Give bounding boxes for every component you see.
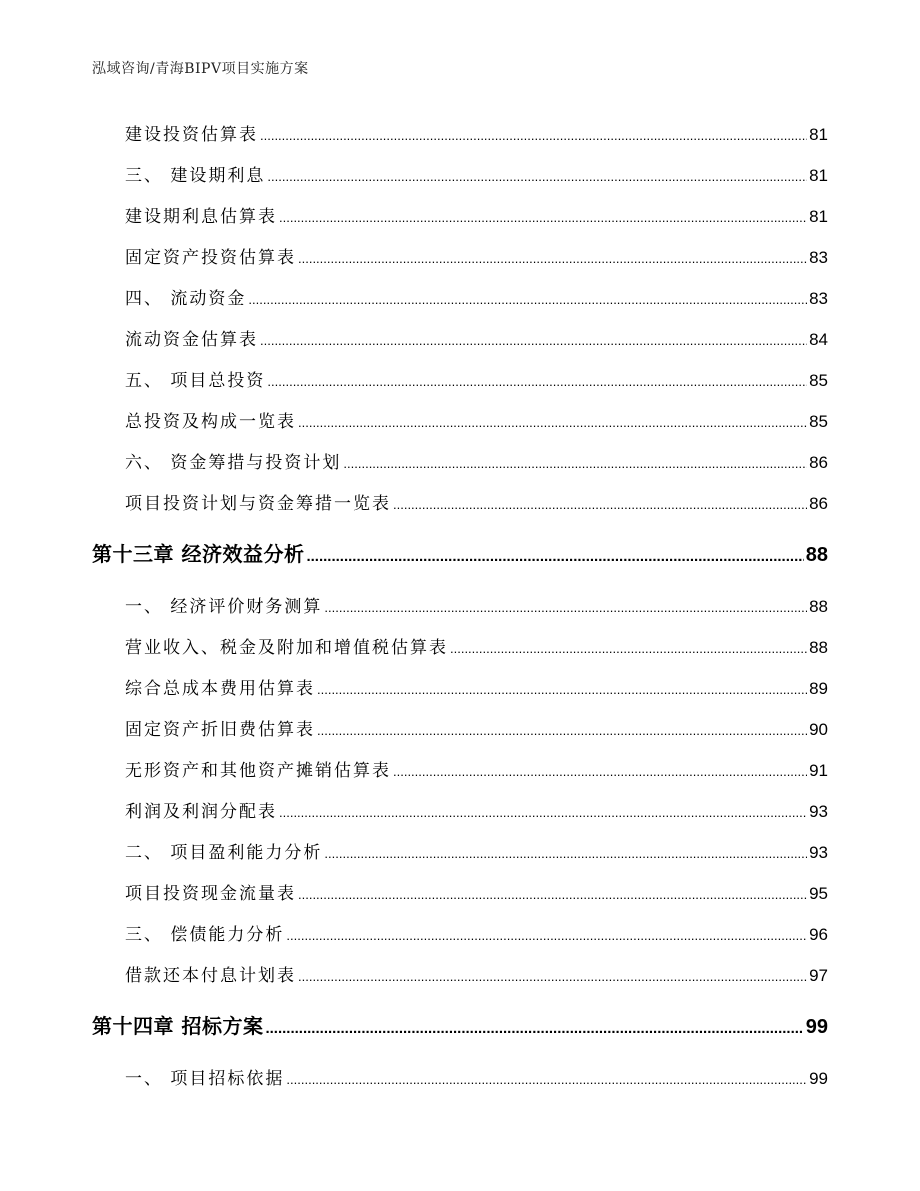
toc-chapter-page: 88	[805, 544, 828, 566]
toc-entry-page: 86	[809, 494, 828, 513]
toc-entry[interactable]	[125, 491, 828, 517]
toc-entry[interactable]	[125, 963, 828, 989]
toc-entry-title: 一、 项目招标依据	[125, 1069, 285, 1089]
toc-entry[interactable]	[125, 368, 828, 394]
toc-entry[interactable]	[125, 163, 828, 189]
toc-entry-title: 六、 资金筹措与投资计划	[125, 453, 342, 473]
dot-leader	[279, 800, 807, 826]
toc-entry-page: 81	[809, 207, 828, 226]
toc-entry-page: 97	[809, 966, 828, 985]
toc-entry-page: 89	[809, 679, 828, 698]
toc-entry-page: 93	[809, 843, 828, 862]
toc-entry-title: 建设期利息估算表	[125, 207, 277, 227]
toc-entry-title: 总投资及构成一览表	[125, 412, 296, 432]
toc-entry[interactable]	[125, 1066, 828, 1092]
toc-entry[interactable]	[125, 122, 828, 148]
toc-entry-title: 项目投资计划与资金筹措一览表	[125, 494, 391, 514]
toc-entry-page: 84	[809, 330, 828, 349]
dot-leader	[450, 636, 807, 662]
dot-leader	[265, 1016, 803, 1042]
dot-leader	[286, 1067, 807, 1093]
toc-entry-page: 85	[809, 371, 828, 390]
toc-entry-page: 91	[809, 761, 828, 780]
toc-entry[interactable]	[125, 450, 828, 476]
toc-entry[interactable]	[125, 409, 828, 435]
toc-entry-page: 86	[809, 453, 828, 472]
toc-entry[interactable]	[125, 717, 828, 743]
toc-chapter-title: 第十四章 招标方案	[92, 1014, 264, 1038]
toc-entry[interactable]	[125, 799, 828, 825]
toc-entry-page: 88	[809, 597, 828, 616]
page-header: 泓域咨询/青海BIPV项目实施方案	[92, 61, 309, 77]
toc-entry-title: 综合总成本费用估算表	[125, 679, 315, 699]
toc-entry[interactable]	[125, 881, 828, 907]
toc-entry-title: 无形资产和其他资产摊销估算表	[125, 761, 391, 781]
toc-entry-page: 85	[809, 412, 828, 431]
toc-entry[interactable]	[125, 594, 828, 620]
toc-entry-title: 固定资产折旧费估算表	[125, 720, 315, 740]
dot-leader	[393, 759, 807, 785]
dot-leader	[260, 328, 807, 354]
toc-entry-title: 借款还本付息计划表	[125, 966, 296, 986]
toc-entry-page: 81	[809, 125, 828, 144]
toc-entry-page: 81	[809, 166, 828, 185]
toc-entry-page: 99	[809, 1069, 828, 1088]
toc-entry-title: 三、 偿债能力分析	[125, 925, 285, 945]
dot-leader	[324, 595, 807, 621]
dot-leader	[267, 369, 807, 395]
toc-entry-page: 93	[809, 802, 828, 821]
toc-entry-page: 83	[809, 289, 828, 308]
toc-entry-title: 固定资产投资估算表	[125, 248, 296, 268]
toc-chapter-entry[interactable]	[92, 1013, 828, 1039]
toc-entry-title: 项目投资现金流量表	[125, 884, 296, 904]
toc-entry-title: 一、 经济评价财务测算	[125, 597, 323, 617]
toc-entry-page: 96	[809, 925, 828, 944]
toc-entry[interactable]	[125, 840, 828, 866]
toc-entry-title: 建设投资估算表	[125, 125, 258, 145]
dot-leader	[260, 123, 807, 149]
toc-entry[interactable]	[125, 758, 828, 784]
dot-leader	[298, 410, 807, 436]
dot-leader	[286, 923, 807, 949]
dot-leader	[298, 964, 807, 990]
toc-chapter-page: 99	[805, 1016, 828, 1038]
toc-entry-title: 利润及利润分配表	[125, 802, 277, 822]
toc-entry[interactable]	[125, 635, 828, 661]
dot-leader	[317, 677, 807, 703]
dot-leader	[324, 841, 807, 867]
dot-leader	[298, 882, 807, 908]
toc-entry[interactable]	[125, 204, 828, 230]
toc-entry-title: 营业收入、税金及附加和增值税估算表	[125, 638, 448, 658]
toc-entry[interactable]	[125, 286, 828, 312]
toc-chapter-title: 第十三章 经济效益分析	[92, 542, 305, 566]
toc-entry-title: 五、 项目总投资	[125, 371, 266, 391]
toc-entry-title: 流动资金估算表	[125, 330, 258, 350]
dot-leader	[393, 492, 807, 518]
toc-entry-page: 83	[809, 248, 828, 267]
toc-chapter-entry[interactable]	[92, 541, 828, 567]
dot-leader	[267, 164, 807, 190]
dot-leader	[306, 544, 803, 570]
dot-leader	[298, 246, 807, 272]
dot-leader	[343, 451, 807, 477]
dot-leader	[317, 718, 807, 744]
toc-entry-page: 88	[809, 638, 828, 657]
toc-entry[interactable]	[125, 922, 828, 948]
toc-entry-title: 四、 流动资金	[125, 289, 247, 309]
toc-entry-page: 90	[809, 720, 828, 739]
dot-leader	[248, 287, 807, 313]
toc-entry-page: 95	[809, 884, 828, 903]
toc-entry-title: 三、 建设期利息	[125, 166, 266, 186]
toc-entry-title: 二、 项目盈利能力分析	[125, 843, 323, 863]
dot-leader	[279, 205, 807, 231]
toc-entry[interactable]	[125, 245, 828, 271]
toc-entry[interactable]	[125, 327, 828, 353]
toc-entry[interactable]	[125, 676, 828, 702]
